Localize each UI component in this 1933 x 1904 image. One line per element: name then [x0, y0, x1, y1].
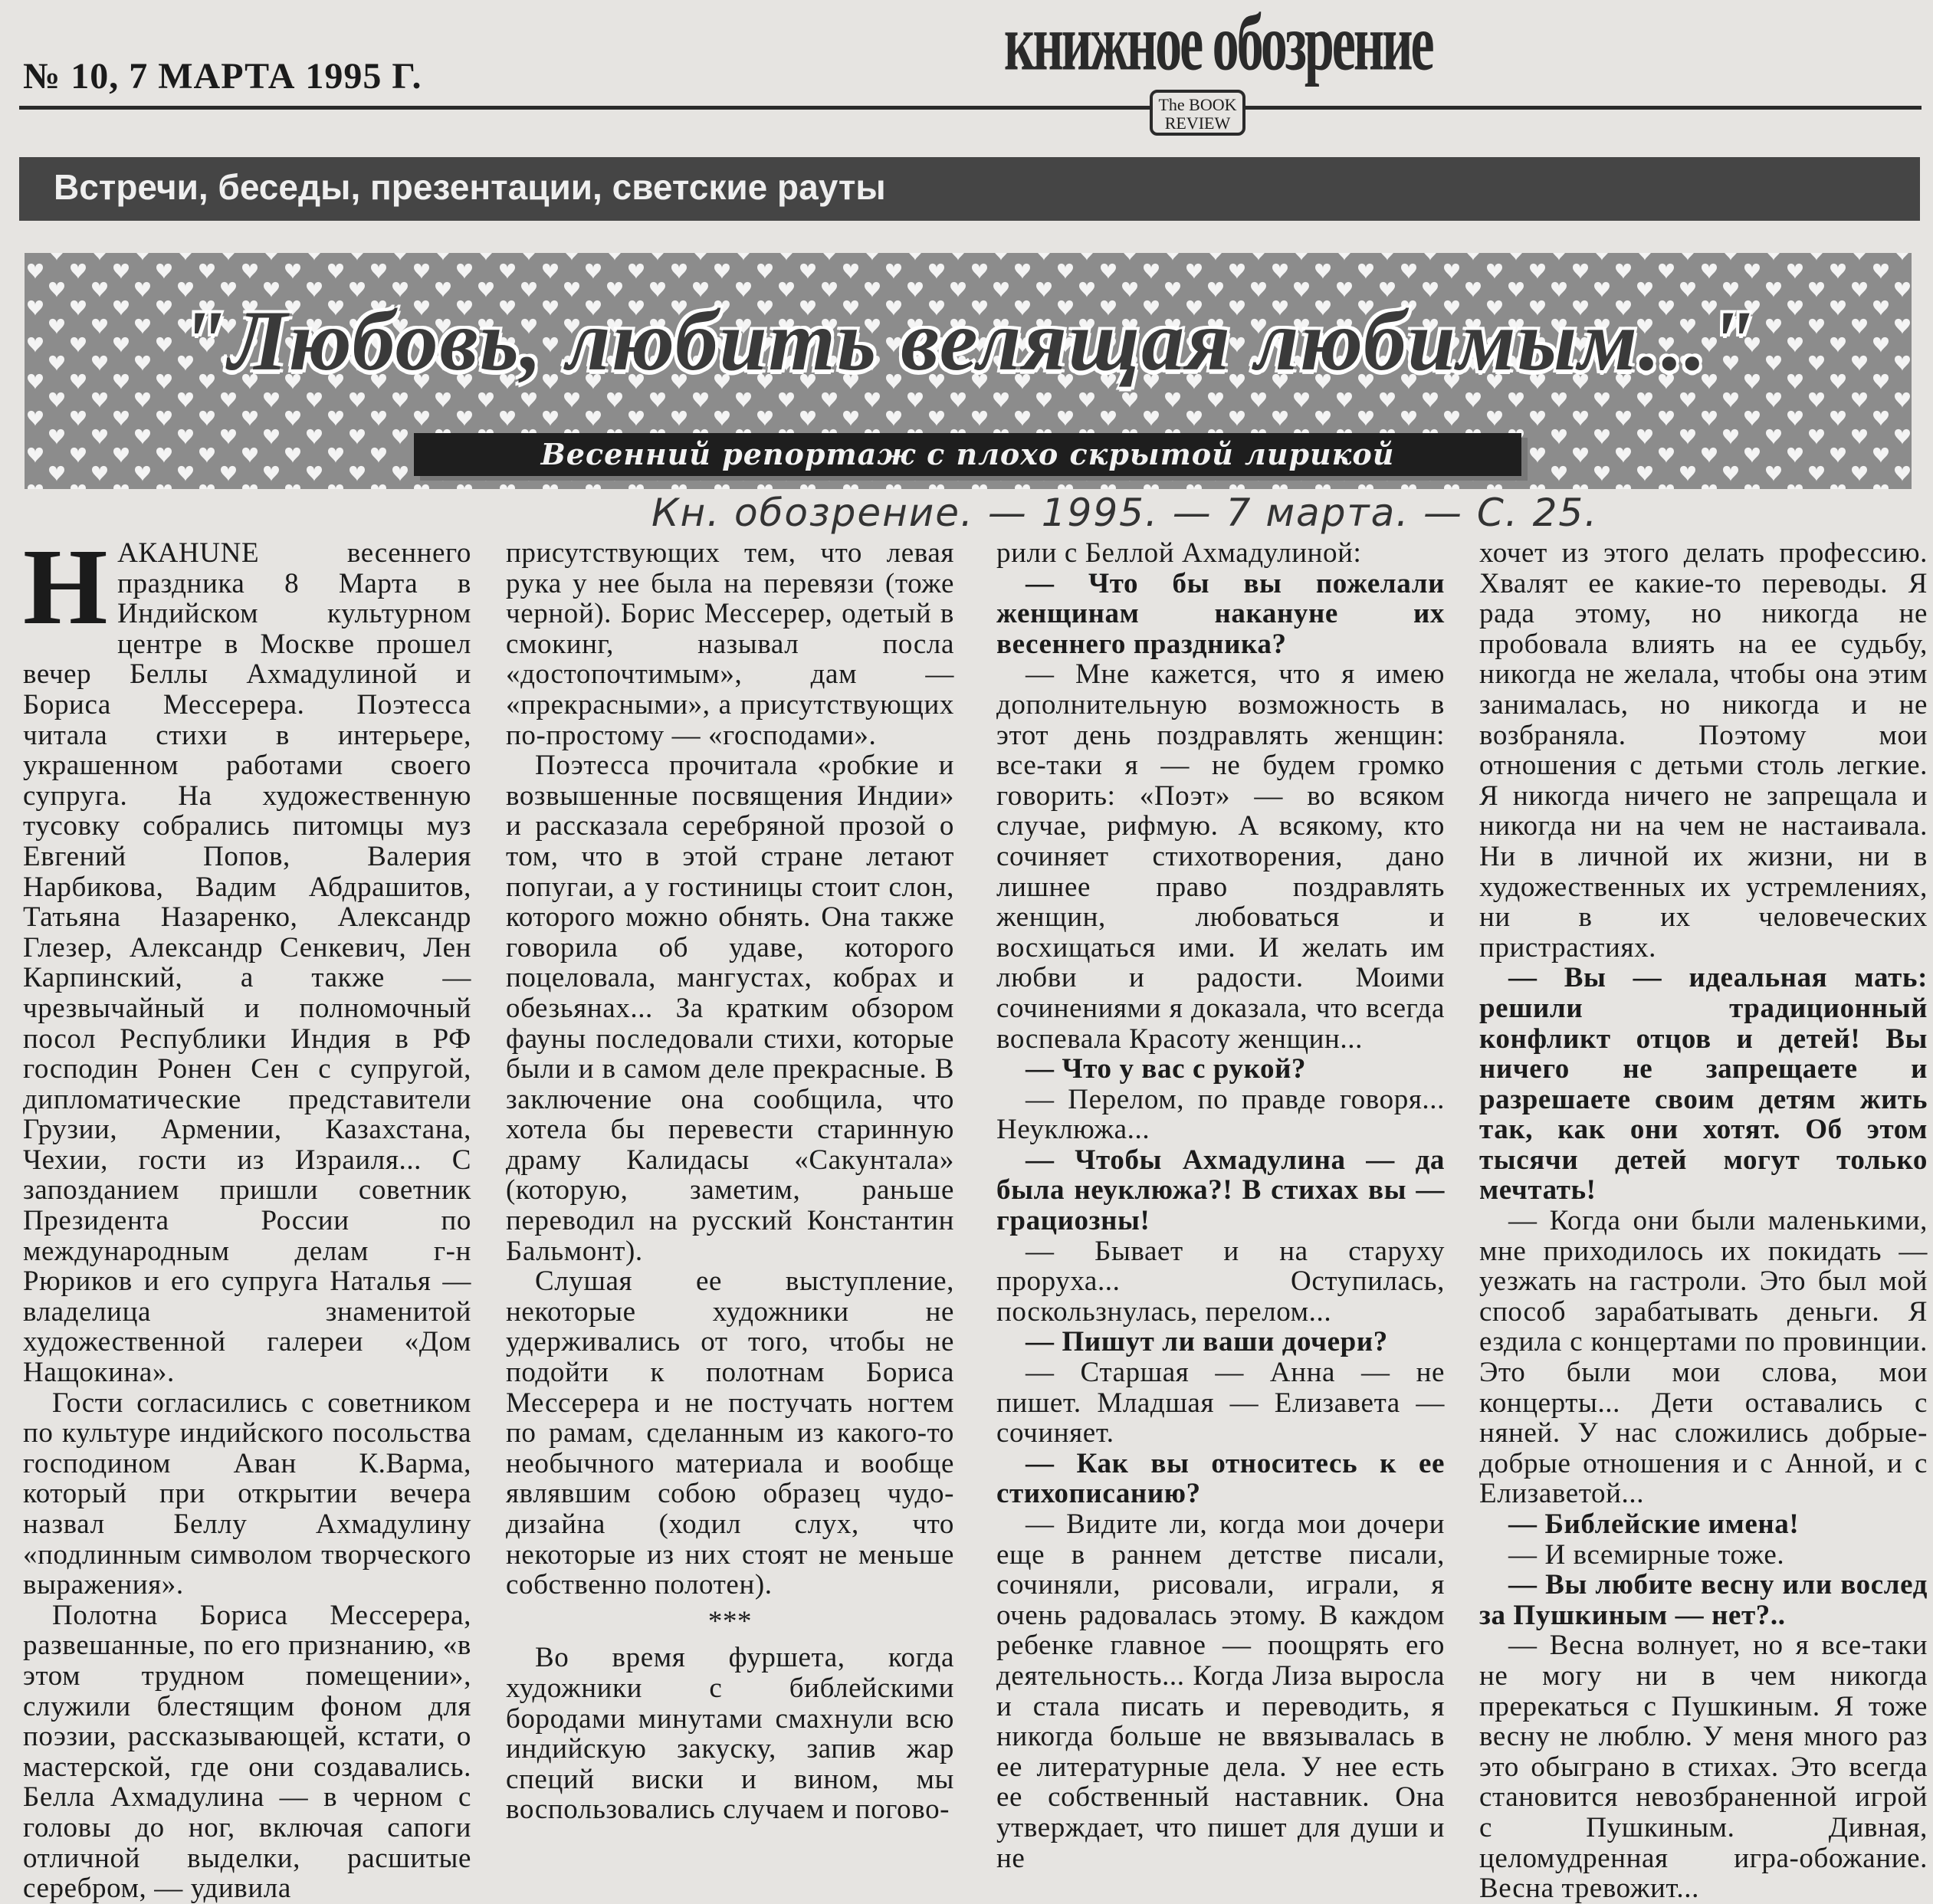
logo-badge-line: The BOOK	[1158, 95, 1237, 114]
interview-question: — Вы — идеальная мать: решили традиционный конфликт отцов и детей! Вы ничего не запрещаете и разрешаете своим детям жить так, как они хотят. Об этом тысячи детей могут только мечтать!	[1479, 962, 1928, 1206]
paragraph: Слушая ее выступление, некоторые художники не удерживались от того, чтобы не подойти к полотнам Бориса Мессерера и не постучать ногтем по рамам, сделанным из какого-то необычного материала и вообще являвшим собою образец чудо-дизайна (ходил слух, что некоторые из них стоят не меньше собственно полотен).	[506, 1266, 954, 1601]
interview-question: — Что бы вы пожелали женщинам накануне их весеннего праздника?	[996, 567, 1445, 660]
handwritten-citation: Кн. обозрение. — 1995. — 7 марта. — С. 25.	[651, 491, 1599, 535]
paragraph: — Весна волнует, но я все-таки не могу ни в чем никогда пререкаться с Пушкиным. Я тоже весну не люблю. У меня много раз это обыграно в стихах. Это всегда становится невозбраненной игрой с Пушкиным. Дивная, целомудренная игра-обожание. Весна тревожит...	[1479, 1630, 1928, 1904]
paragraph: — И всемирные тоже.	[1508, 1538, 1785, 1571]
interview-question: — Как вы относитесь к ее стихописанию?	[996, 1447, 1445, 1510]
paragraph: — Когда они были маленькими, мне приходилось их покидать — уезжать на гастроли. Это был мой способ зарабатывать деньги. Я ездила с концертами по провинции. Это были мои слова, мои концерты... Дети оставались с няней. У нас сложились добрые-добрые отношения и с Анной, и с Елизаветой...	[1479, 1205, 1928, 1510]
paragraph: присутствующих тем, что левая рука у нее была на перевязи (тоже черной). Борис Мессерер, одетый в смокинг, называл посла «достопочтимым», дам — «прекрасными», а присутствующих по-простому — «господами».	[506, 537, 954, 751]
paragraph: — Перелом, по правде говоря... Неуклюжа...	[996, 1083, 1445, 1146]
interview-question: — Что у вас с рукой?	[1026, 1053, 1307, 1085]
logo-wordmark: книжное обозрение	[1004, 0, 1433, 88]
lead-paragraph	[23, 526, 471, 1389]
interview-question: — Библейские имена!	[1508, 1508, 1800, 1540]
paragraph: Поэтесса прочитала «робкие и возвышенные посвящения Индии» и рассказала серебряной прозой о том, что в этой стране летают попугаи, а у гостиницы стоит слон, которого можно обнять. Она также говорила об удаве, которого поцеловала, мангустах, кобрах и обезьянах... За кратким обзором фауны последовали стихи, которые были и в самом деле прекрасные. В заключение она сообщила, что хотела бы перевести старинную драму Калидасы «Сакунтала» (которую, заметим, раньше переводил на русский Константин Бальмонт).	[506, 750, 954, 1267]
paragraph: — Старшая — Анна — не пишет. Младшая — Елизавета — сочиняет.	[996, 1357, 1445, 1449]
paragraph: — Бывает и на старуху проруха... Оступилась, поскользнулась, перелом...	[996, 1235, 1445, 1328]
article-column-2	[506, 538, 954, 1825]
rubric-label: Встречи, беседы, презентации, светские рауты	[54, 167, 886, 207]
paragraph: рили с Беллой Ахмадулиной:	[996, 537, 1362, 569]
rubric-bar	[19, 157, 1920, 221]
paragraph-text: весеннего праздника 8 Марта в Индийском культурном центре в Москве прошел вечер Беллы Ахмадулиной и Бориса Мессерера. Поэтесса читала стихи в интерьере, украшенном работами своего супруга. На художественную тусовку собрались питомцы муз Евгений Попов, Валерия Нарбикова, Вадим Абдрашитов, Татьяна Назаренко, Александр Глезер, Александр Сенкевич, Лен Карпинский, а также — чрезвычайный и полномочный посол Республики Индия в РФ господин Ронен Сен с супругой, дипломатические представители Грузии, Армении, Казахстана, Чехии, гости из Израиля... С запозданием пришли советник Президента России по международным делам г-н Рюриков и его супруга Наталья — владелица знаменитой художественной галереи «Дом Нащокина».	[23, 537, 471, 1389]
masthead-rule	[19, 106, 1922, 110]
logo-badge-line: REVIEW	[1164, 113, 1231, 133]
section-separator: ***	[707, 1605, 753, 1637]
drop-cap: Н	[23, 526, 109, 647]
headline-banner	[25, 253, 1912, 489]
interview-question: — Вы любите весну или вослед за Пушкиным — нет?..	[1479, 1569, 1928, 1631]
paragraph: — Мне кажется, что я имею дополнительную возможность в этот день поздравлять женщин: все-таки я — не будем громко говорить: «Поэт» — во всяком случае, рифмую. А всякому, кто сочиняет стихотворения, дано лишнее право поздравлять женщин, любоваться и восхищаться ими. И желать им любви и радости. Моими сочинениями я доказала, что всегда воспевала Красоту женщин...	[996, 658, 1445, 1055]
article-column-3	[996, 538, 1445, 1873]
lead-word: АКАНUNE	[117, 537, 260, 569]
article-column-4	[1479, 538, 1928, 1904]
subtitle-bar	[414, 433, 1521, 476]
headline-subtitle: Весенний репортаж с плохо скрытой лирикой	[540, 437, 1395, 471]
article-column-1	[23, 526, 471, 1904]
interview-question: — Пишут ли ваши дочери?	[1026, 1326, 1388, 1358]
paragraph: Во время фуршета, когда художники с библейскими бородами минутами смахнули всю индийскую закуску, запив жар специй виски и вином, мы воспользовались случаем и погово-	[506, 1642, 954, 1826]
issue-date: № 10, 7 МАРТА 1995 Г.	[23, 56, 422, 97]
paragraph: Полотна Бориса Мессерера, развешанные, по его признанию, «в этом трудном помещении», служили блестящим фоном для поэзии, рассказывающей, кстати, о мастерской, где они создавались. Белла Ахмадулина — в черном с головы до ног, включая сапоги отличной выделки, расшитые серебром, — удивила	[23, 1599, 471, 1904]
paragraph: — Видите ли, когда мои дочери еще в раннем детстве писали, сочиняли, рисовали, играли, я очень радовалась этому. В каждом ребенке главное — поощрять его деятельность... Когда Лиза выросла и стала писать и переводить, я никогда больше не ввязывалась в ее литературные дела. У нее есть ее собственный наставник. Она утверждает, что пишет для души и не	[996, 1508, 1445, 1874]
paragraph: Гости согласились с советником по культуре индийского посольства господином Аван К.Варма, который при открытии вечера назвал Беллу Ахмадулину «подлинным символом творческого выражения».	[23, 1387, 471, 1601]
newspaper-logo	[1004, 0, 1433, 138]
paragraph: хочет из этого делать профессию. Хвалят ее какие-то переводы. Я рада этому, но никогда не пробовала влиять на ее судьбу, никогда не желала, чтобы она этим занималась, но никогда и не возбраняла. Поэтому мои отношения с детьми столь легкие. Я никогда ничего не запрещала и никогда ни на чем не настаивала. Ни в личной их жизни, ни в художественных их устремлениях, ни в их человеческих пристрастиях.	[1479, 537, 1928, 963]
headline-title: "Любовь, любить велящая любимым..."	[179, 294, 1757, 389]
logo-badge	[1150, 90, 1245, 136]
interview-question: — Чтобы Ахмадулина — да была неуклюжа?! В стихах вы — грациозны!	[996, 1144, 1445, 1237]
